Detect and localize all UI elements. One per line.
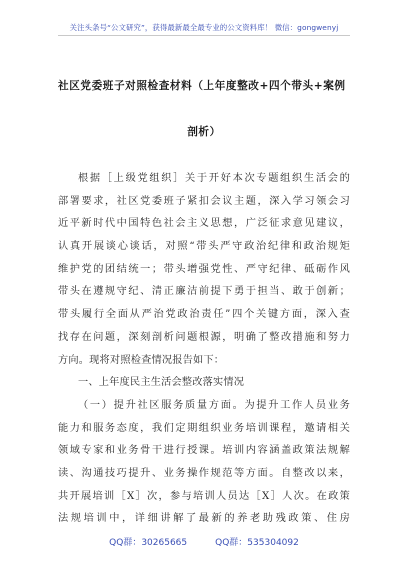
section-heading: 一、上年度民主生活会整改落实情况 [78,377,245,389]
body-line: 近平新时代中国特色社会主义思想，广泛征求意见建议， [58,218,350,230]
banner-divider [58,35,350,36]
document-body [58,168,350,531]
body-line: 认真开展谈心谈话，对照“带头严守政治纪律和政治规矩 [58,241,350,253]
body-line: 法规培训中，详细讲解了最新的养老助残政策、住房 [58,513,350,525]
footer-qq-group-2: QQ群：535304092 [215,538,299,548]
body-line: 根据［上级党组织］关于开好本次专题组织生活会的 [78,173,350,184]
body-line: 领域专家和业务骨干进行授课。培训内容涵盖政策法规解 [58,445,350,457]
banner-text: 关注头条号“公文研究”，获得最新最全最专业的公文资料库！ 微信：gongwenyj [69,23,339,32]
document-title-line-2: 剖析） [187,126,221,138]
body-line: 能力和服务态度，我们定期组织业务培训课程，邀请相关 [58,422,350,434]
body-line: 部署要求，社区党委班子紧扣会议主题，深入学习领会习 [58,195,350,207]
document-title-line-1: 社区党委班子对照检查材料（上年度整改+四个带头+案例 [58,80,346,92]
body-line: 维护党的团结统一；带头增强党性、严守纪律、砥砺作风 [58,263,350,275]
body-line: （一）提升社区服务质量方面。为提升工作人员业务 [78,399,350,411]
footer-qq-group-1: QQ群：30265665 [109,538,188,548]
footer [0,535,408,548]
body-line: 带头在遵规守纪、清正廉洁前提下勇于担当、敢于创新； [58,286,350,298]
body-line: 方向。现将对照检查情况报告如下： [58,354,225,366]
body-line: 共开展培训［X］次，参与培训人员达［X］人次。在政策 [58,490,350,502]
body-line: 带头履行全面从严治党政治责任”四个关键方面，深入查 [58,309,350,321]
body-line: 读、沟通技巧提升、业务操作规范等方面。自整改以来， [58,467,350,479]
body-line: 找存在问题，深刻剖析问题根源，明确了整改措施和努力 [58,331,350,343]
